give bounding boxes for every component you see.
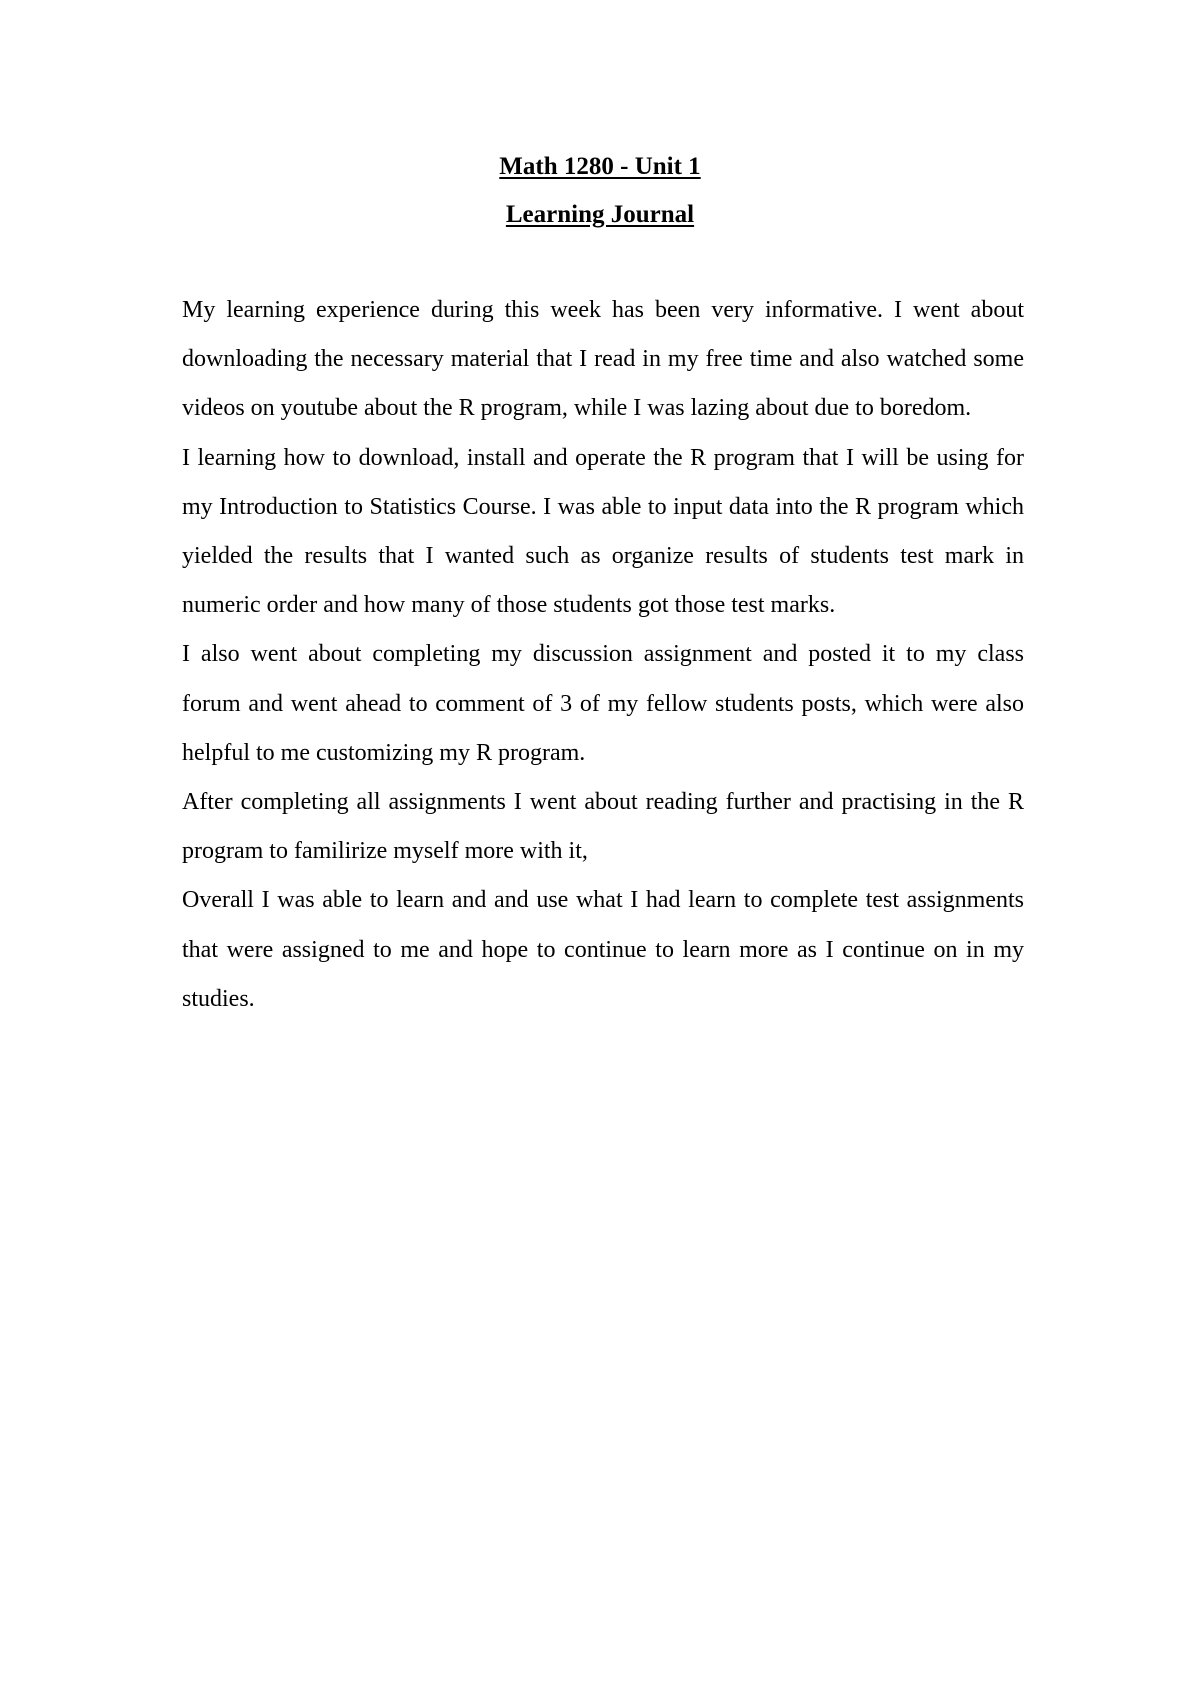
paragraph-2: I learning how to download, install and operate the R program that I will be using for my Introduction to Statistics Course. I was able to input data into the R program which yielded the results that I wanted such as organize results of students test mark in numeric order and how many of those students got those test marks. <box>182 444 1024 619</box>
document-header <box>0 143 1200 239</box>
journal-title: Learning Journal <box>505 201 695 228</box>
paragraph-3: I also went about completing my discussion assignment and posted it to my class forum and went ahead to comment of 3 of my fellow students posts, which were also helpful to me customizing my R program. <box>182 641 1024 766</box>
paragraph-4: After completing all assignments I went about reading further and practising in the R program to familirize myself more with it, <box>182 789 1024 865</box>
paragraph-5: Overall I was able to learn and and use what I had learn to complete test assignments that were assigned to me and hope to continue to learn more as I continue on in my studies. <box>182 887 1024 1012</box>
journal-body <box>182 286 1024 1024</box>
course-title: Math 1280 - Unit 1 <box>499 153 701 180</box>
paragraph-1: My learning experience during this week has been very informative. I went about downloading the necessary material that I read in my free time and also watched some videos on youtube about the R program, while I was lazing about due to boredom. <box>182 297 1024 422</box>
